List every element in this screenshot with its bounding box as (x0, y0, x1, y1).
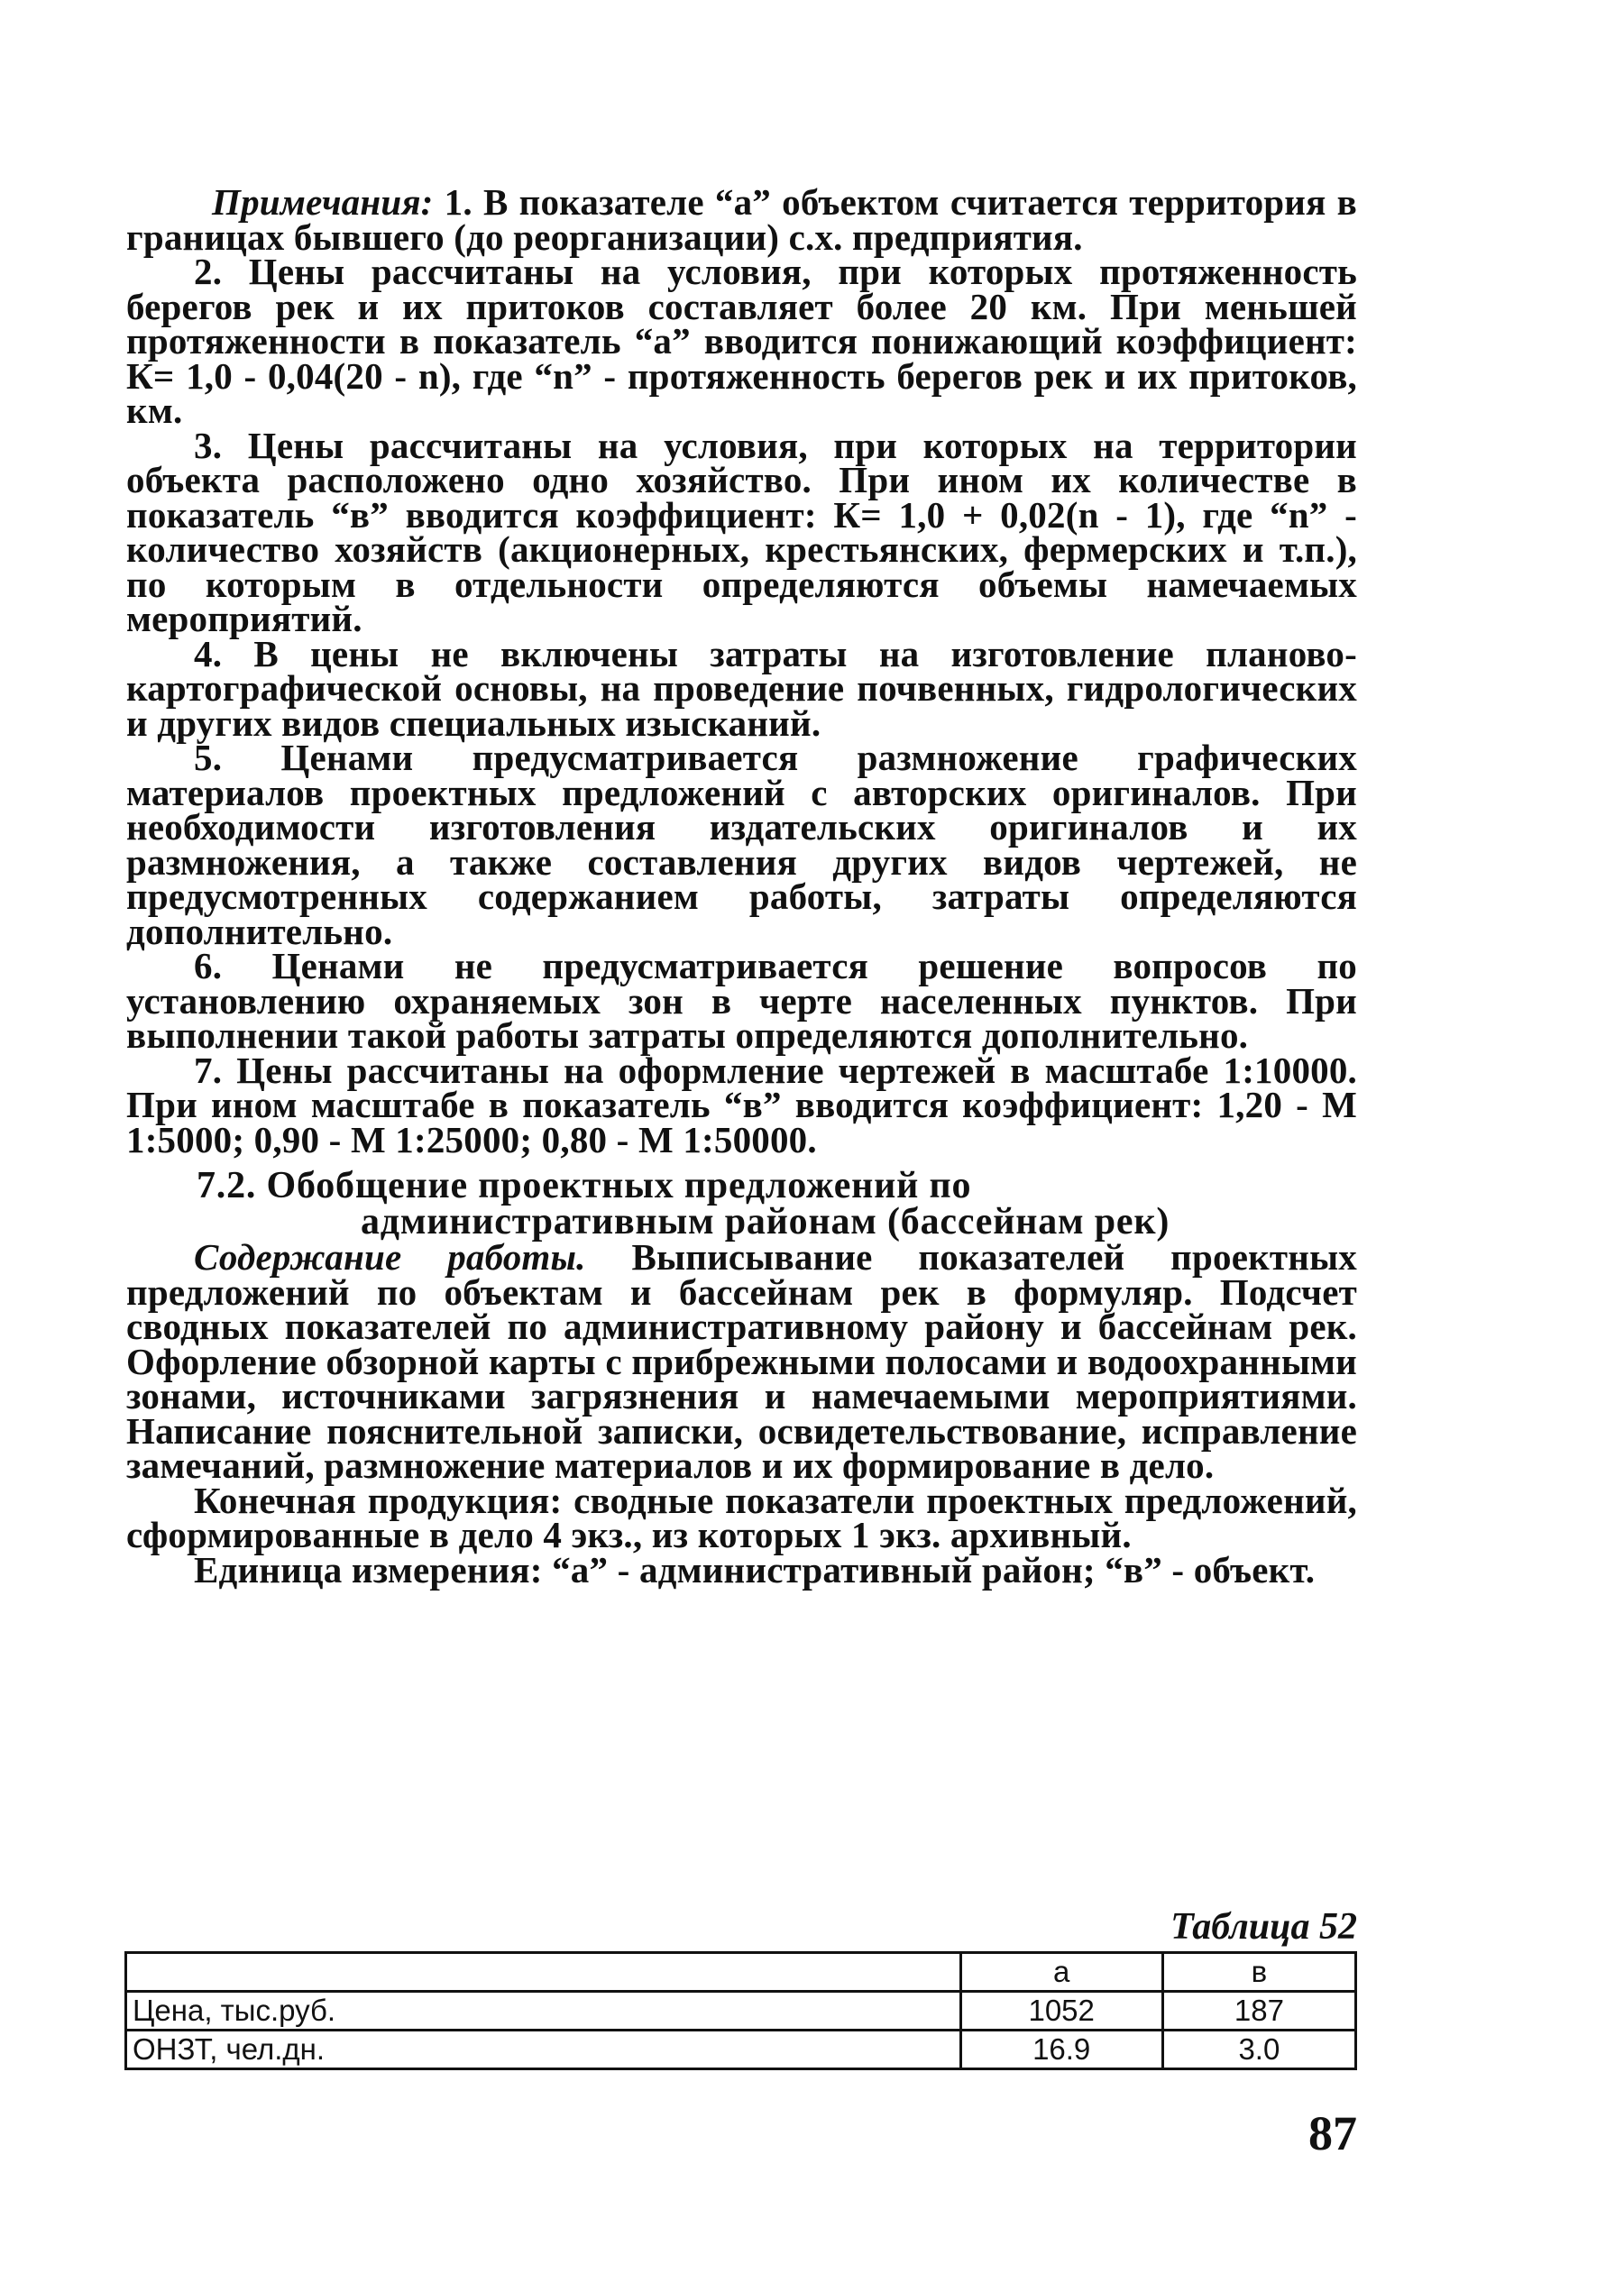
row-label: Цена, тыс.руб. (126, 1992, 961, 2031)
notes-label: Примечания: (212, 181, 434, 223)
cell-v: 187 (1162, 1992, 1355, 2031)
note-4: 4. В цены не включены затраты на изготовление планово-картографической основы, на проведение почвенных, гидрологических и других видов специальных изысканий. (126, 632, 1357, 744)
cell-a: 16.9 (960, 2031, 1162, 2069)
section-title-line1: Обобщение проектных предложений по (266, 1165, 972, 1206)
page-number: 87 (1308, 2106, 1357, 2160)
note-2: 2. Цены рассчитаны на условия, при которых протяженность берегов рек и их притоков составляет более 20 км. При меньшей протяженности в показатель “а” вводится понижающий коэффициент: К= 1,0 - 0,04(20 - n), где “n” - протяженность берегов рек и их притоков, км. (126, 251, 1357, 431)
note-1 (126, 181, 1358, 258)
section-heading (126, 1165, 1357, 1242)
work-content-text: Выписывание показателей проектных предложений по объектам и бассейнам рек в формуляр. Подсчет сводных показателей по административному району и бассейнам рек. Офорление обзорной карты с прибрежными полосами и водоохранными зонами, источниками загрязнения и намечаемыми мероприятиями. Написание пояснительной записки, освидетельствование, исправление замечаний, размножение материалов и их формирование в дело. (126, 1236, 1357, 1486)
header-cell: а (960, 1953, 1162, 1992)
table-row (126, 2031, 1356, 2069)
price-table (124, 1951, 1357, 2070)
table-caption: Таблица 52 (1170, 1906, 1357, 1948)
header-cell (126, 1953, 961, 1992)
note-6: 6. Ценами не предусматривается решение вопросов по установлению охраняемых зон в черте населенных пунктов. При выполнении такой работы затраты определяются дополнительно. (126, 945, 1357, 1056)
cell-a: 1052 (960, 1992, 1162, 2031)
header-cell: в (1162, 1953, 1355, 1992)
measurement-units: Единица измерения: “а” - административный район; “в” - объект. (194, 1548, 1316, 1591)
cell-v: 3.0 (1162, 2031, 1355, 2069)
note-7: 7. Цены рассчитаны на оформление чертежей в масштабе 1:10000. При ином масштабе в показатель “в” вводится коэффициент: 1,20 - М 1:5000; 0,90 - М 1:25000; 0,80 - М 1:50000. (126, 1049, 1357, 1160)
section-number: 7.2. (197, 1165, 257, 1206)
final-product: Конечная продукция: сводные показатели проектных предложений, сформированные в дело 4 экз., из которых 1 экз. архивный. (126, 1479, 1357, 1555)
work-content (126, 1236, 1357, 1486)
table-row (126, 1992, 1356, 2031)
table-header-row (126, 1953, 1356, 1992)
work-content-label: Содержание работы. (194, 1236, 586, 1278)
row-label: ОНЗТ, чел.дн. (126, 2031, 961, 2069)
section-title-line2: административным районам (бассейнам рек) (361, 1201, 1170, 1242)
note-1-text: 1. В показателе “а” объектом считается территория в границах бывшего (до реорганизации) с.х. предприятия. (126, 181, 1358, 258)
note-3: 3. Цены рассчитаны на условия, при которых на территории объекта расположено одно хозяйство. При ином их количестве в показатель “в” вводится коэффициент: К= 1,0 + 0,02(n - 1), где “n” - количество хозяйств (акционерных, крестьянских, фермерских и т.п.), по которым в отдельности определяются объемы намечаемых мероприятий. (126, 424, 1357, 639)
body-text (126, 181, 1358, 1591)
note-5: 5. Ценами предусматривается размножение графических материалов проектных предложений с авторских оригиналов. При необходимости изготовления издательских оригиналов и их размножения, а также составления других видов чертежей, не предусмотренных содержанием работы, затраты определяются дополнительно. (126, 737, 1357, 952)
